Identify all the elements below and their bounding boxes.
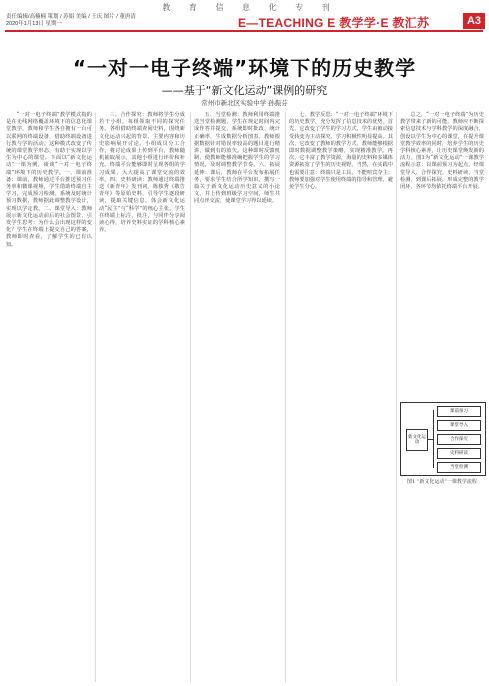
section-title: 教 育 信 息 化 专 刊	[162, 3, 338, 12]
byline: 常州市新北区实验中学 孙振芬	[201, 99, 288, 107]
flow-diagram	[400, 402, 486, 476]
diagram-connector	[433, 410, 434, 468]
article-column-1	[6, 112, 92, 249]
diagram-node: 课堂导入	[437, 420, 481, 431]
date-line: 2020年1月13日 星期一	[6, 21, 62, 27]
column-divider	[95, 112, 96, 682]
column-text: 五、当堂检测：教师利用终端推送当堂检测题，学生在规定时间内完成作答并提交。系统即时批改、统计正确率，生成数据分析图表。教师根据数据针对错误率较高的题目进行精讲，做到有的放矢。这种即时反馈机制，使教师能够准确把握学生的学习情况，及时调整教学节奏。六、拓展延伸：课后，教师在平台发布拓展任务，要求学生结合所学知识，撰写一篇关于新文化运动历史意义的小论文，并上传到班级学习空间，师生共同点评交流，使课堂学习得以延续。	[194, 112, 280, 205]
column-text: 三、合作探究：教师将学生分成若干小组，每组领取不同的探究任务。各组借助终端查阅史料，围绕新文化运动兴起的背景、主要内容和历史影响展开讨论。小组成员分工合作，将讨论成果上传到平台，教师随机抽取展示，其他小组进行评价和补充。终端平台能够即时呈现各组的学习成果，大大提高了课堂交流的效率。四、史料研读：教师通过终端推送《新青年》发刊词、陈独秀《敬告青年》等原始史料，引导学生逐段研读，提取关键信息，体会新文化运动“民主”与“科学”的核心主张。学生在终端上标注、批注，与同伴分享阅读心得，培养史料实证的学科核心素养。	[99, 112, 185, 234]
column-text: “一对一电子终端”教学模式指的是在无线网络覆盖环境下的信息化课堂教学，教师和学生各自拥有一台可以联网的终端设备，借助终端设备进行教与学的活动。这种模式改变了传统的课堂教学形态，有助于实现以学生为中心的课堂。下面以“新文化运动”一课为例，谈谈“一对一电子终端”环境下的历史教学。一、课前准备：课前，教师通过平台推送预习任务单和微课视频，学生借助终端自主学习，完成预习检测。系统及时统计预习数据，教师据此调整教学设计，实现以学定教。二、课堂导入：教师展示新文化运动前后的社会图景，引发学生思考：为什么会出现这样的变化？学生在终端上提交自己的答案，教师即时查看，了解学生的已有认知。	[6, 112, 92, 248]
diagram-node: 课前预习	[437, 406, 481, 417]
diagram-node: 史料研读	[437, 448, 481, 459]
editor-line: 责任编辑/高楠楠 策划 / 苏娟 美编 / 王庆 图片 / 董唐清	[6, 14, 136, 20]
column-text: 七、教学反思：“一对一电子终端”环境下的历史教学，充分发挥了信息技术的优势。首先，它改变了学生的学习方式，学生由被动接受转变为主动探究，学习积极性明显提高。其次，它改变了教师的教学方式，教师能够根据即时数据调整教学策略，实现精准教学。再次，它丰富了教学资源，海量的史料和多媒体资源拓宽了学生的历史视野。当然，在实践中也需要注意：终端只是工具，不能喧宾夺主；教师要加强对学生使用终端的指导和管理，避免学生分心。	[289, 112, 393, 191]
top-banner	[0, 0, 489, 12]
diagram-node: 合作探究	[437, 434, 481, 445]
header-rule	[5, 30, 483, 32]
editor-meta	[6, 14, 136, 28]
column-divider	[285, 112, 286, 682]
article-column-5	[400, 112, 484, 191]
article-column-2	[99, 112, 185, 234]
article-column-3	[194, 112, 280, 206]
column-divider	[396, 112, 397, 682]
headline: “一对一电子终端”环境下的历史教学	[72, 56, 417, 80]
column-text: 总之，“一对一电子终端”为历史教学带来了新的可能。教师应不断探索信息技术与学科教学的深度融合，创设以学生为中心的课堂，在提升课堂教学效率的同时，培养学生的历史学科核心素养，让历史课堂焕发新的活力。图1为“新文化运动”一课教学流程示意：以课前预习为起点，经课堂导入、合作探究、史料研读、当堂检测，到课后拓展，形成完整的教学闭环，各环节均依托终端平台开展。	[400, 112, 484, 191]
subheadline: ——基于“新文化运动”课例的研究	[161, 84, 328, 97]
article-column-4	[289, 112, 393, 191]
brand-title: E—TEACHING E 教学学·E 教汇苏	[238, 16, 430, 30]
page-number: A3	[463, 13, 485, 29]
diagram-node: 当堂检测	[437, 462, 481, 473]
column-divider	[190, 112, 191, 682]
diagram-center-node: 新文化运动	[406, 429, 428, 451]
figure-caption: 图1 “新文化运动”一课教学流程	[407, 479, 477, 485]
